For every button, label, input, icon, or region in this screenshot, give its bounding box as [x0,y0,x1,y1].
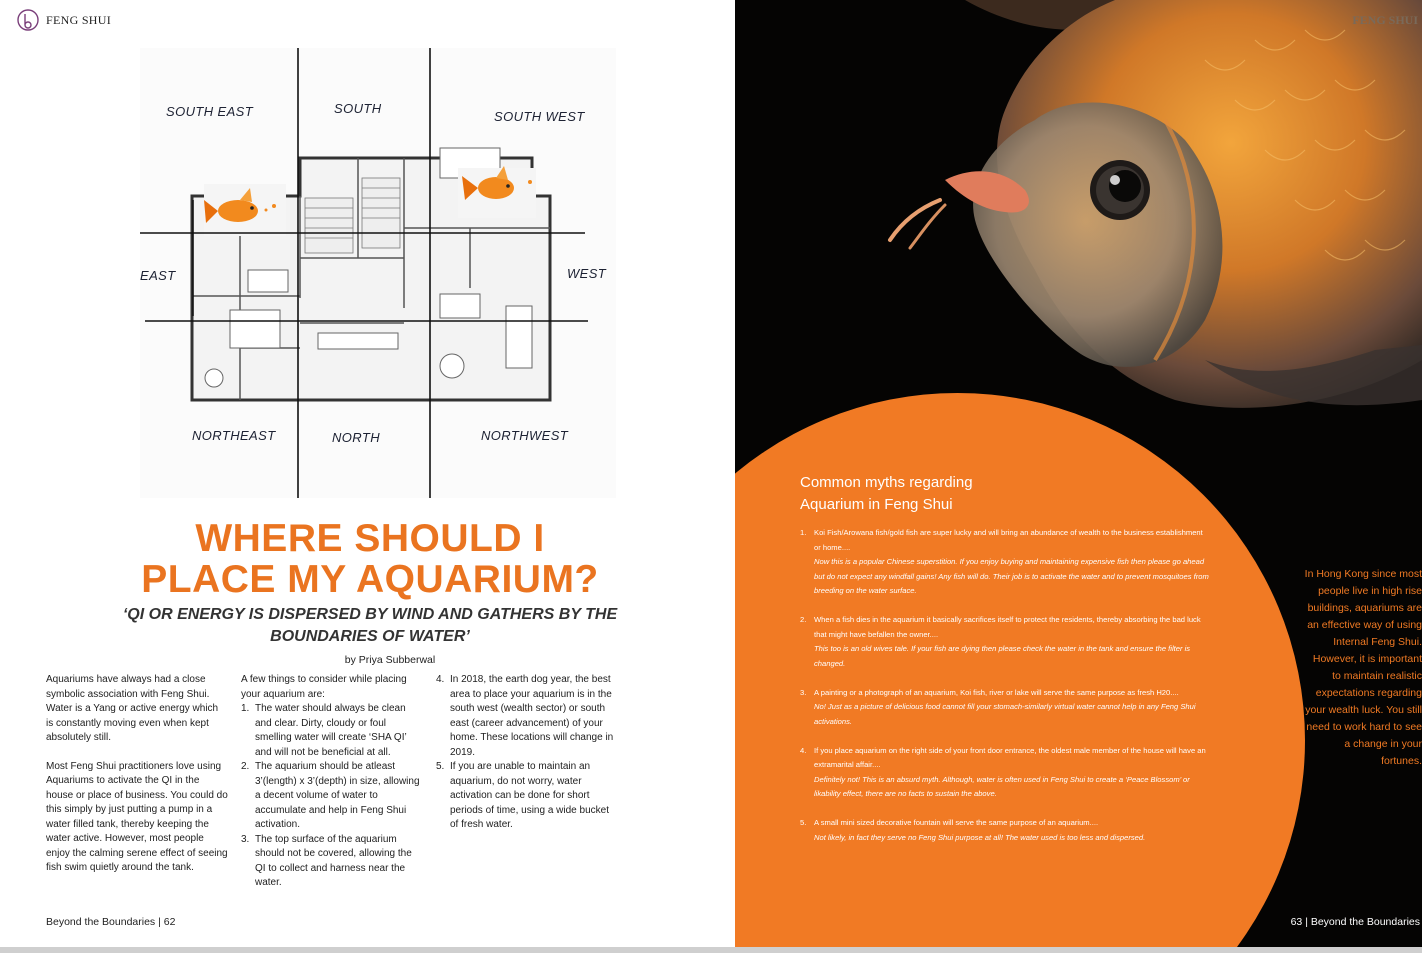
right-page [735,0,1422,947]
side-pull-quote: In Hong Kong since most people live in high rise buildings, aquariums are an effective way of using Internal Feng Shui. However, it is important to maintain realistic expectations regarding your wealth luck. You still need to work hard to see a change in your fortunes. [1304,568,1422,767]
tip-item: 2. The aquarium should be atleast 3’(length) x 3’(depth) in size, allowing a decent volume of water to accumulate and help in Feng Shui activation. [241,761,420,830]
section-header-right: FENG SHUI [1352,13,1418,27]
page-bottom-edge [0,947,1422,953]
direction-label-south-east: SOUTH EAST [166,104,254,119]
article-title-line1: WHERE SHOULD I [195,517,545,560]
myth-item: 4. If you place aquarium on the right side of your front door entrance, the oldest male member of the house will have an extramarital affair.... Definitely not! This is an absurd myth. Although, water is often used in Feng Shui to create a ‘Peace Blossom’ or likability effect, there are no facts to sustain the above. [800,744,1210,802]
myths-list [800,526,1210,860]
direction-label-northwest: NORTHWEST [481,428,569,443]
article-byline: by Priya Subberwal [344,654,436,666]
myth-answer: This too is an old wives tale. If your fish are dying then please check the water in the tank and ensure the filter is changed. [814,644,1191,668]
direction-label-west: WEST [567,266,607,281]
myth-claim: A small mini sized decorative fountain will serve the same purpose of an aquarium.... [814,818,1099,827]
article-title [120,518,620,600]
myth-claim: A painting or a photograph of an aquarium, Koi fish, river or lake will serve the same purpose as fresh H20.... [814,687,1179,697]
direction-label-south-west: SOUTH WEST [494,109,585,124]
myth-claim: Koi Fish/Arowana fish/gold fish are super lucky and will bring an abundance of wealth to the business establishment or home.... [814,528,1203,552]
myth-claim: When a fish dies in the aquarium it basically sacrifices itself to protect the residents, thereby absorbing the bad luck that might have befallen the owner.... [814,615,1201,639]
page-footer-right: 63 | Beyond the Boundaries [1290,916,1420,928]
section-header: FENG SHUI [46,13,112,27]
myth-item: 3. A painting or a photograph of an aquarium, Koi fish, river or lake will serve the same purpose as fresh H20.... No! Just as a picture of delicious food cannot fill your stomach-similarly virtual water cannot help in any Feng Shui activations. [800,686,1210,730]
direction-label-south: SOUTH [334,101,382,116]
myth-answer: No! Just as a picture of delicious food cannot fill your stomach-similarly virtual water cannot help in any Feng Shui activations. [814,702,1196,726]
tip-item: 1. The water should always be clean and clear. Dirty, cloudy or foul smelling water will create ‘SHA QI’ and will not be beneficial at all. [241,703,407,758]
myth-item: 5. A small mini sized decorative fountain will serve the same purpose of an aquarium.... Not likely, in fact they serve no Feng Shui purpose at all! The water used is too less and dispersed. [800,816,1210,845]
direction-label-east: EAST [140,268,176,283]
page-footer-left: Beyond the Boundaries | 62 [46,916,176,928]
article-column-3 [436,673,614,833]
myth-item: 2. When a fish dies in the aquarium it basically sacrifices itself to protect the residents, thereby absorbing the bad luck that might have befallen the owner.... This too is an old wives tale. If your fish are dying then please check the water in the tank and ensure the filter is changed. [800,613,1210,671]
myth-answer: Now this is a popular Chinese superstition. If you enjoy buying and maintaining expensive fish then please go ahead but do not expect any windfall gains! Any fish will do. Their job is to activate the water and to prevent mosquitoes from breeding on the water surface. [814,557,1209,595]
article-subtitle: ‘QI OR ENERGY IS DISPERSED BY WIND AND GATHERS BY THE BOUNDARIES OF WATER’ [122,606,618,645]
floorplan-diagram [140,48,616,498]
direction-label-north: NORTH [332,430,380,445]
direction-label-northeast: NORTHEAST [192,428,276,443]
goldfish-left-image [204,184,286,236]
myths-heading [800,472,973,516]
myth-item: 1. Koi Fish/Arowana fish/gold fish are super lucky and will bring an abundance of wealth to the business establishment or home.... Now this is a popular Chinese superstition. If you enjoy buying and maintaining expensive fish then please go ahead but do not expect any windfall gains! Any fish will do. Their job is to activate the water and to prevent mosquitoes from breeding on the water surface. [800,526,1210,599]
myth-answer: Not likely, in fact they serve no Feng Shui purpose at all! The water used is too less and dispersed. [814,832,1146,842]
paragraph: Most Feng Shui practitioners love using Aquariums to activate the QI in the house or place of business. You could do this simply by just putting a pump in a water filled tank, thereby keeping the water active. However, most people enjoy the calming serene effect of seeing fish swim quietly around the tank. [46,760,228,873]
tips-list [241,702,424,891]
goldfish-right-image [458,166,536,218]
myth-answer: Definitely not! This is an absurd myth. Although, water is often used in Feng Shui to create a ‘Peace Blossom’ or likability effect, there are no facts to sustain the above. [814,774,1190,798]
tips-intro: A few things to consider while placing your aquarium are: [241,674,407,700]
tip-item: 5. If you are unable to maintain an aquarium, do not worry, water activation can be done for short periods of time, using a wide bucket of fresh water. [436,761,609,830]
myths-heading-line2: Aquarium in Feng Shui [800,496,953,513]
tips-list-continued [436,673,614,833]
paragraph: Aquariums have always had a close symbolic association with Feng Shui. Water is a Yang or active energy which is constantly moving even when kept absolutely still. [46,674,219,743]
tip-item: 3. The top surface of the aquarium should not be covered, allowing the QI to collect and harness near the water. [241,833,412,888]
article-title-line2: PLACE MY AQUARIUM? [141,558,599,601]
myths-heading-line1: Common myths regarding [800,474,973,491]
magazine-logo-icon [16,8,40,32]
myth-claim: If you place aquarium on the right side of your front door entrance, the oldest male member of the house will have an extramarital affair.... [814,745,1206,769]
article-column-1 [46,673,228,890]
tip-item: 4. In 2018, the earth dog year, the best area to place your aquarium is in the south west (wealth sector) or south east (career advancement) of your home. These locations will change in 2019. [436,674,614,758]
article-column-2 [241,673,424,891]
